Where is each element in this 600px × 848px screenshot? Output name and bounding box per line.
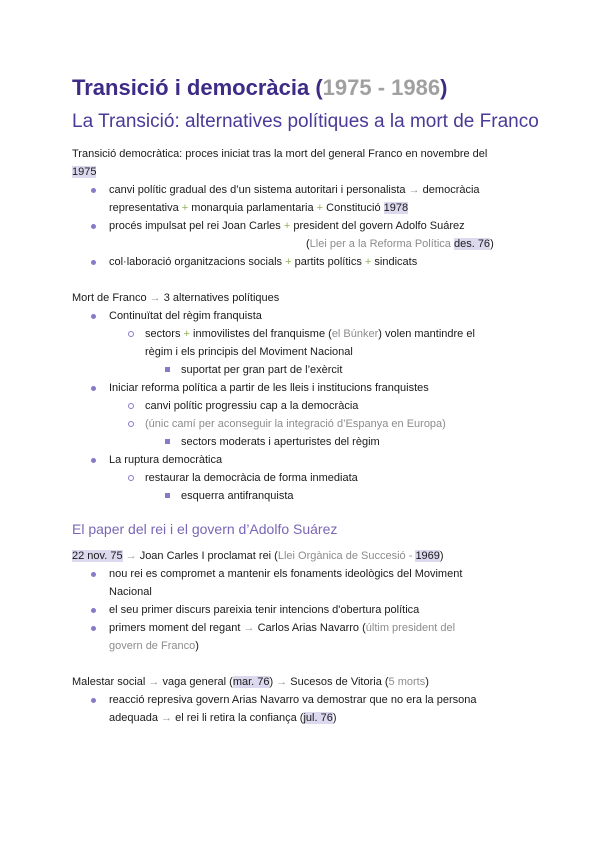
arrow-icon: →	[276, 676, 288, 688]
highlight-date: jul. 76	[303, 712, 333, 724]
text: Mort de Franco	[72, 292, 147, 304]
highlight-year: 1969	[415, 550, 440, 562]
text: adequada	[109, 712, 158, 724]
text: Joan Carles I proclamat rei (	[139, 550, 278, 562]
text: -	[405, 550, 416, 562]
grey-note: (únic camí per aconseguir la integració d’Espanya en Europa)	[145, 418, 446, 430]
text: sindicats	[374, 256, 418, 268]
plus-icon: +	[316, 202, 324, 214]
text: el rei li retira la confiança (	[175, 712, 304, 724]
text: )	[490, 238, 494, 250]
plus-icon: +	[283, 220, 291, 232]
text: Malestar social	[72, 676, 146, 688]
list-item: La ruptura democràtica	[72, 451, 600, 469]
arrow-icon: →	[408, 184, 420, 196]
arrow-icon: →	[149, 292, 161, 304]
bullet-list	[72, 565, 600, 655]
page-subtitle: La Transició: alternatives polítiques a la mort de Franco	[72, 111, 539, 132]
grey-note: el Búnker	[331, 328, 379, 340]
text: (	[306, 238, 310, 250]
bullet-list	[72, 691, 600, 727]
plus-icon: +	[285, 256, 292, 268]
list-item	[72, 217, 600, 235]
highlight-year: 1978	[383, 202, 409, 214]
text: )	[332, 712, 337, 724]
arrow-icon: →	[148, 676, 160, 688]
text: procés impulsat pel rei Joan Carles	[109, 220, 281, 232]
grey-note: Llei Orgànica de Succesió	[277, 550, 406, 562]
text: representativa	[109, 202, 179, 214]
title-close: )	[440, 75, 448, 100]
arrow-icon: →	[125, 550, 137, 562]
plus-icon: +	[181, 202, 189, 214]
text: ) volen mantindre el	[378, 328, 475, 340]
list-item: Continuïtat del règim franquista	[72, 307, 600, 325]
plus-icon: +	[183, 328, 190, 340]
intro-text: Transició democràtica: proces iniciat tras la mort del general Franco en novembre del	[72, 148, 488, 160]
list-item: suportat per gran part de l’exèrcit	[72, 361, 600, 379]
spacer	[72, 271, 600, 289]
title-years: 1975 - 1986	[322, 75, 441, 100]
highlight-year: 1975	[72, 166, 97, 178]
text: sectors	[145, 328, 181, 340]
text: canvi polític gradual des d’un sistema autoritari i personalista	[109, 184, 406, 196]
spacer	[72, 505, 600, 519]
list-item: canvi polític progressiu cap a la democràcia	[72, 397, 600, 415]
text: Constitució	[326, 202, 381, 214]
section-heading: El paper del rei i el govern d’Adolfo Suárez	[72, 521, 338, 537]
text: Sucesos de Vitoria (	[290, 676, 389, 688]
text: )	[269, 676, 274, 688]
highlight-date: mar. 76	[232, 676, 270, 688]
paragraph	[72, 547, 600, 565]
grey-note: Llei per a la Reforma Política	[309, 238, 451, 250]
text: nou rei es compromet a mantenir els fonaments ideològics del Moviment	[109, 568, 463, 580]
list-item: el seu primer discurs pareixia tenir intencions d'obertura política	[72, 601, 600, 619]
highlight-date: des. 76	[453, 238, 491, 250]
bullet-list	[72, 307, 600, 505]
highlight-date: 22 nov. 75	[72, 550, 123, 562]
list-item: sectors moderats i aperturistes del règim	[72, 433, 600, 451]
text: col·laboració organitzacions socials	[109, 256, 283, 268]
list-item: Iniciar reforma política a partir de les lleis i institucions franquistes	[72, 379, 600, 397]
list-item: restaurar la democràcia de forma inmediata	[72, 469, 600, 487]
text: monarquia parlamentaria	[191, 202, 314, 214]
paragraph	[72, 289, 600, 307]
text: 3 alternatives polítiques	[163, 292, 280, 304]
list-item	[72, 181, 600, 217]
paragraph	[72, 673, 600, 691]
list-item	[72, 691, 600, 727]
text: règim i els principis del Moviment Nacional	[145, 346, 353, 358]
text: vaga general (	[162, 676, 233, 688]
grey-note: últim president del	[365, 622, 456, 634]
text: president del govern Adolfo Suárez	[293, 220, 465, 232]
arrow-icon: →	[243, 622, 255, 634]
text: Carlos Arias Navarro (	[257, 622, 366, 634]
list-item: esquerra antifranquista	[72, 487, 600, 505]
text: Nacional	[109, 586, 152, 598]
page-title	[72, 73, 600, 103]
text: )	[425, 676, 429, 688]
bullet-list	[72, 181, 600, 271]
list-item	[72, 619, 600, 655]
text: primers moment del regant	[109, 622, 241, 634]
note-line	[72, 415, 600, 433]
list-item	[72, 565, 600, 601]
intro-paragraph	[72, 145, 600, 181]
grey-note: govern de Franco	[109, 640, 196, 652]
note-line	[72, 235, 600, 253]
text: partits polítics	[294, 256, 362, 268]
text: democràcia	[422, 184, 480, 196]
text: reacció represiva govern Arias Navarro va demostrar que no era la persona	[109, 694, 477, 706]
list-item	[72, 253, 600, 271]
grey-note: 5 morts	[388, 676, 426, 688]
text: inmovilistes del franquisme (	[193, 328, 332, 340]
arrow-icon: →	[161, 712, 173, 724]
plus-icon: +	[364, 256, 372, 268]
title-text: Transició i democràcia (	[72, 75, 323, 100]
text: )	[195, 640, 199, 652]
spacer	[72, 655, 600, 673]
text: )	[439, 550, 444, 562]
list-item	[72, 325, 600, 361]
